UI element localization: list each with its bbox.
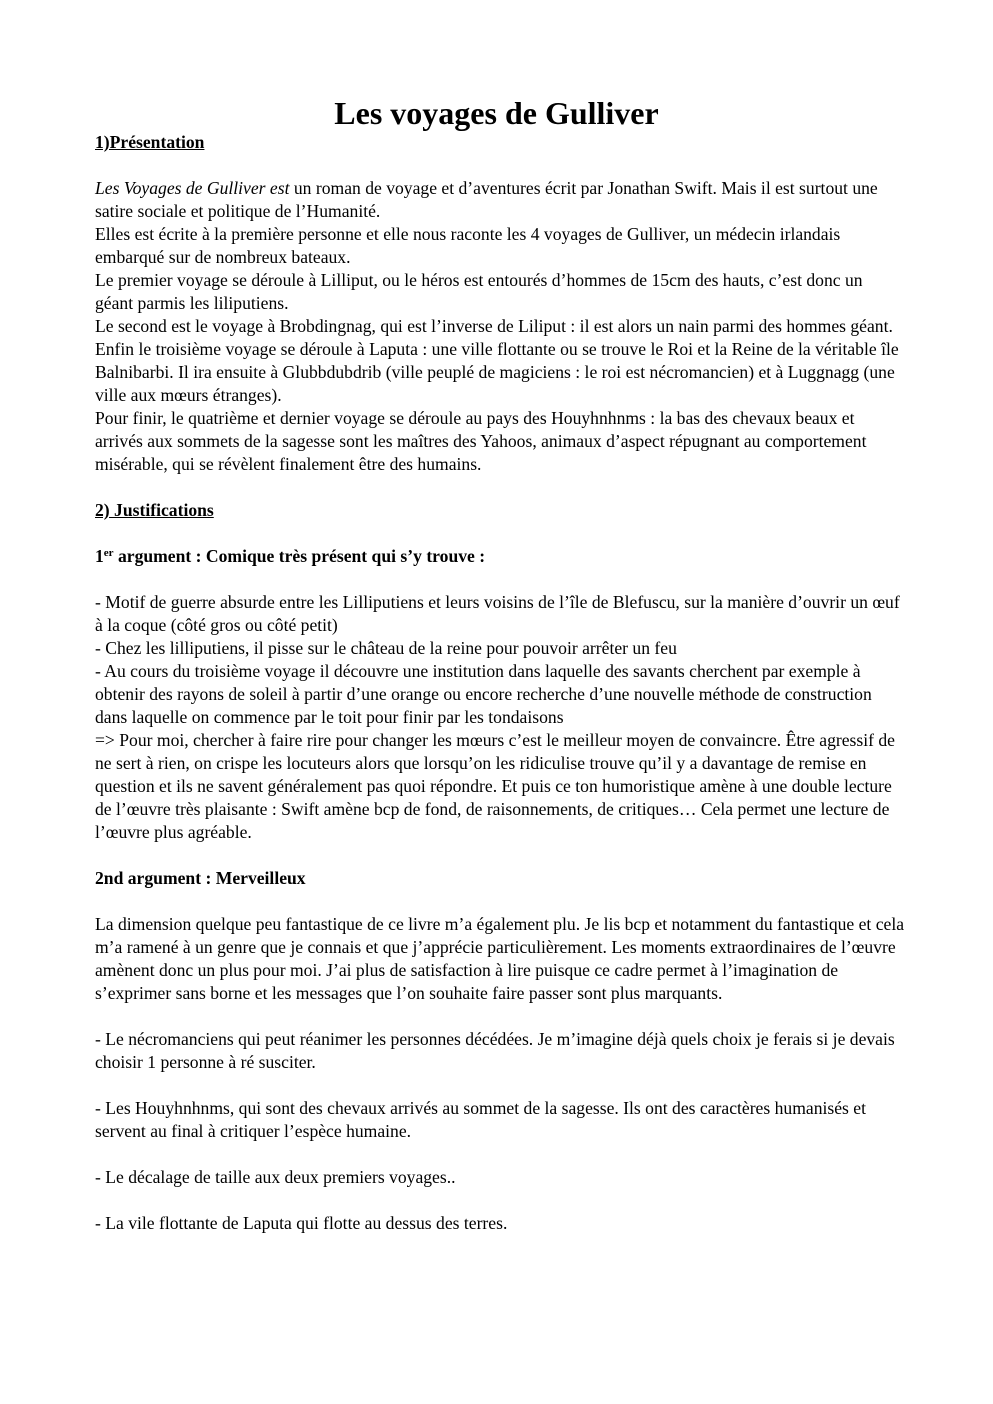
section-heading-justifications: 2) Justifications xyxy=(95,500,214,520)
presentation-paragraph: Enfin le troisième voyage se déroule à Laputa : une ville flottante ou se trouve le Roi et la Reine de la véritable île Balnibarbi. Il ira ensuite à Glubbdubdrib (ville peuplé de magiciens : le roi est nécromancien) et à Luggnagg (une ville aux mœurs étranges). xyxy=(95,339,899,405)
argument-1-conclusion: => Pour moi, chercher à faire rire pour changer les mœurs c’est le meilleur moyen de convaincre. Être agressif de ne sert à rien, on crispe les locuteurs alors que lorsqu’on les ridiculise trouve qu’il y a davantage de remise en question et ils ne savent généralement pas quoi répondre. Et puis ce ton humoristique amène à une double lecture de l’œuvre très plaisante : Swift amène bcp de fond, de raisonnements, de critiques… Cela permet une lecture de l’œuvre plus agréable. xyxy=(95,730,895,842)
section-heading-presentation: 1)Présentation xyxy=(95,132,205,152)
argument-1-item: - Chez les lilliputiens, il pisse sur le château de la reine pour pouvoir arrêter un feu xyxy=(95,638,677,658)
presentation-paragraph: Elles est écrite à la première personne et elle nous raconte les 4 voyages de Gulliver, un médecin irlandais embarqué sur de nombreux bateaux. xyxy=(95,224,841,267)
document-body xyxy=(95,131,905,1235)
argument-2-item: - Les Houyhnhnms, qui sont des chevaux arrivés au sommet de la sagesse. Ils ont des caractères humanisés et servent au final à critiquer l’espèce humaine. xyxy=(95,1098,866,1141)
argument-1-item: - Motif de guerre absurde entre les Lilliputiens et leurs voisins de l’île de Blefuscu, sur la manière d’ouvrir un œuf à la coque (côté gros ou côté petit) xyxy=(95,592,900,635)
presentation-paragraph: Pour finir, le quatrième et dernier voyage se déroule au pays des Houyhnhnms : la bas des chevaux beaux et arrivés aux sommets de la sagesse sont les maîtres des Yahoos, animaux d’aspect répugnant au comportement misérable, qui se révèlent finalement être des humains. xyxy=(95,408,867,474)
argument-1-item: - Au cours du troisième voyage il découvre une institution dans laquelle des savants cherchent par exemple à obtenir des rayons de soleil à partir d’une orange ou encore recherche d’une nouvelle méthode de construction dans laquelle on commence par le toit pour finir par les tondaisons xyxy=(95,661,872,727)
presentation-paragraph: Le second est le voyage à Brobdingnag, qui est l’inverse de Liliput : il est alors un nain parmi des hommes géant. xyxy=(95,316,893,336)
argument-2-paragraph: La dimension quelque peu fantastique de ce livre m’a également plu. Je lis bcp et notamment du fantastique et cela m’a ramené à un genre que je connais et que j’apprécie particulièrement. Les moments extraordinaires de l’œuvre amènent donc un plus pour moi. J’ai plus de satisfaction à lire puisque ce cadre permet à l’imagination de s’exprimer sans borne et les messages que l’on souhaite faire passer sont plus marquants. xyxy=(95,914,905,1003)
argument-2-item: - Le décalage de taille aux deux premiers voyages.. xyxy=(95,1167,456,1187)
argument-2-item: - La vile flottante de Laputa qui flotte au dessus des terres. xyxy=(95,1213,508,1233)
intro-text: un roman de voyage et d’aventures écrit par Jonathan Swift. Mais il est surtout une satire sociale et politique de l’Humanité. xyxy=(95,178,878,221)
argument-1-number: 1 xyxy=(95,546,104,566)
book-title-italic: Les Voyages de Gulliver est xyxy=(95,178,290,198)
argument-1-superscript: er xyxy=(103,547,114,559)
argument-2-heading: 2nd argument : Merveilleux xyxy=(95,868,306,888)
argument-1-heading xyxy=(95,545,905,568)
argument-1-label: argument : Comique très présent qui s’y trouve : xyxy=(113,546,486,566)
argument-2-item: - Le nécromanciens qui peut réanimer les personnes décédées. Je m’imagine déjà quels choix je ferais si je devais choisir 1 personne à ré susciter. xyxy=(95,1029,895,1072)
presentation-paragraph: Le premier voyage se déroule à Lilliput, ou le héros est entourés d’hommes de 15cm des hauts, c’est donc un géant parmis les liliputiens. xyxy=(95,270,863,313)
intro-paragraph xyxy=(95,177,905,223)
document-title: Les voyages de Gulliver xyxy=(334,95,659,131)
